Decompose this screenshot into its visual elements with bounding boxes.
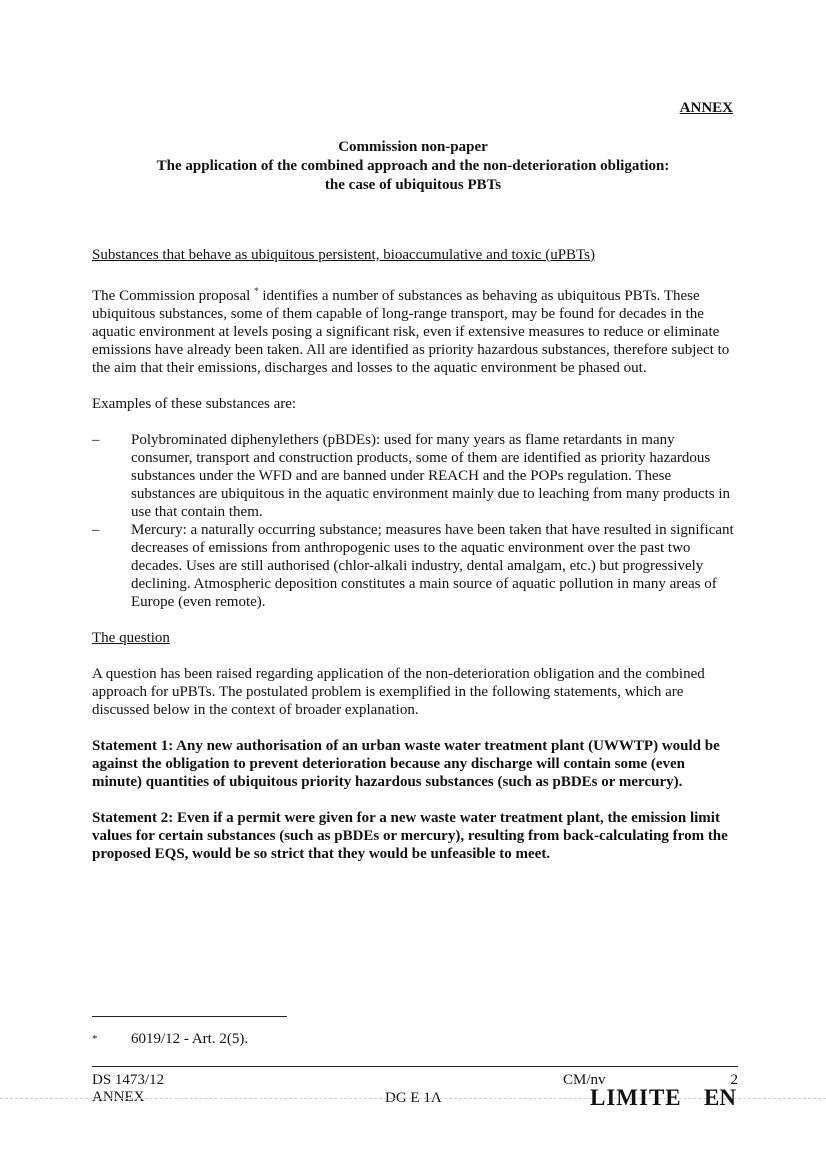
examples-list [92, 431, 734, 611]
list-item [92, 431, 734, 521]
section-heading-upbts: Substances that behave as ubiquitous persistent, bioaccumulative and toxic (uPBTs) [92, 247, 596, 263]
title-line-1: Commission non-paper [338, 139, 488, 155]
footer-dg: DG E 1A [385, 1090, 442, 1106]
footer-initials: CM/nv [563, 1072, 606, 1088]
intro-text-rest: identifies a number of substances as behaving as ubiquitous PBTs. These ubiquitous substances, some of them capable of long-range transport, may be found for decades in the aquatic environment at levels posing a significant risk, even if extensive measures to reduce or eliminate emissions have already been taken. All are identified as priority hazardous substances, therefore subject to the aim that their emissions, discharges and losses to the aquatic environment be phased out. [92, 288, 730, 376]
footer-divider [92, 1066, 738, 1067]
intro-text-start: The Commission proposal [92, 288, 255, 304]
intro-paragraph [92, 282, 734, 377]
footnote-reference: * [254, 286, 259, 296]
title-line-3: the case of ubiquitous PBTs [324, 177, 502, 193]
footer-doc-ref: DS 1473/12 [92, 1072, 165, 1088]
list-item-text: Mercury: a naturally occurring substance; measures have been taken that have resulted in significant decreases of emissions from anthropogenic uses to the aquatic environment over the past two decades. Uses are still authorised (chlor-alkali industry, dental amalgam, etc.) but progressively declining. Atmospheric deposition constitutes a main source of aquatic pollution in many areas of Europe (even remote). [131, 522, 734, 610]
dash-bullet: – [92, 432, 100, 448]
dash-bullet: – [92, 522, 100, 538]
footer-annex: ANNEX [92, 1089, 145, 1105]
list-item-text: Polybrominated diphenylethers (pBDEs): used for many years as flame retardants in many consumer, transport and construction products, some of them are identified as priority hazardous substances under the WFD and are banned under REACH and the POPs regulation. These substances are ubiquitous in the aquatic environment mainly due to leaching from many products in use that contain them. [131, 432, 731, 520]
footnote [92, 1030, 248, 1048]
footer-left [92, 1072, 164, 1106]
page-number: 2 [730, 1072, 738, 1088]
document-body [92, 246, 734, 863]
language-code: EN [704, 1085, 736, 1110]
section-heading-question: The question [92, 630, 170, 646]
scan-artifact-line [0, 1098, 826, 1099]
list-item [92, 521, 734, 611]
question-paragraph: A question has been raised regarding application of the non-deterioration obligation and the combined approach for uPBTs. The postulated problem is exemplified in the following statements, which are discussed below in the context of broader explanation. [92, 666, 705, 718]
annex-label: ANNEX [679, 100, 733, 116]
footnote-text: 6019/12 - Art. 2(5). [131, 1031, 249, 1047]
limite-label: LIMITE [590, 1085, 682, 1110]
footnote-divider [92, 1016, 287, 1017]
statement-1: Statement 1: Any new authorisation of an urban waste water treatment plant (UWWTP) would be against the obligation to prevent deterioration because any discharge will contain some (even minute) quantities of ubiquitous priority hazardous substances (such as pBDEs or mercury). [92, 738, 720, 790]
document-title [92, 138, 734, 195]
footnote-mark: * [92, 1033, 98, 1045]
statement-2: Statement 2: Even if a permit were given for a new waste water treatment plant, the emission limit values for certain substances (such as pBDEs or mercury), resulting from back-calculating from the proposed EQS, would be so strict that they would be unfeasible to meet. [92, 810, 728, 862]
examples-intro: Examples of these substances are: [92, 396, 297, 412]
title-line-2: The application of the combined approach and the non-deterioration obligation: [156, 158, 670, 174]
